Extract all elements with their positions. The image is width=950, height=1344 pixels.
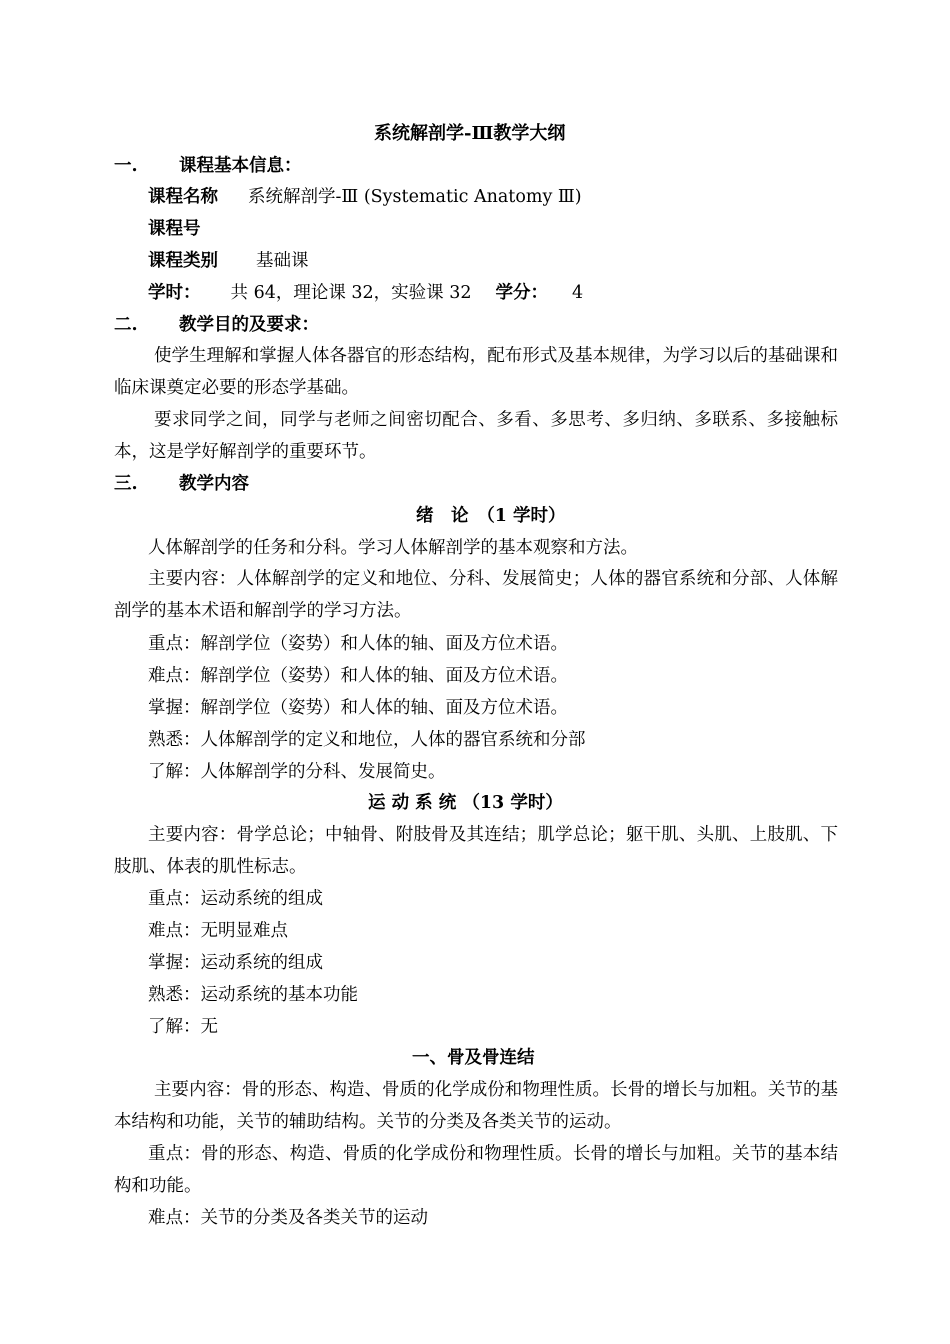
course-name-label: 课程名称 [148,187,218,207]
intro-main-content: 主要内容：人体解剖学的定义和地位、分科、发展简史；人体的器官系统和分部、人体解剖学的基本术语和解剖学的学习方法。 [114,569,838,621]
motor-understand-points: 了解：无 [148,1017,218,1037]
bone-joint-heading: 一、骨及骨连结 [412,1048,535,1068]
section-3-title: 教学内容 [179,474,249,494]
objective-paragraph: 使学生理解和掌握人体各器官的形态结构，配布形式及基本规律，为学习以后的基础课和临床课奠定必要的形态学基础。 [114,346,838,398]
intro-heading: 绪 论 （1 学时） [416,506,566,526]
course-hours-row [148,282,583,304]
intro-key-points: 重点：解剖学位（姿势）和人体的轴、面及方位术语。 [148,634,568,654]
course-name-row [148,186,582,208]
section-1-title: 课程基本信息： [179,156,302,176]
motor-master-points: 掌握：运动系统的组成 [148,953,323,973]
document-title: 系统解剖学-Ⅲ教学大纲 [374,123,566,144]
section-1-heading [114,155,302,177]
motor-main-content: 主要内容：骨学总论；中轴骨、附肢骨及其连结；肌学总论；躯干肌、头肌、上肢肌、下肢肌、体表的肌性标志。 [114,825,838,877]
section-3-number: 三. [114,474,138,494]
section-2-heading [114,314,319,336]
credits-value: 4 [572,283,584,303]
course-type-label: 课程类别 [148,251,218,271]
motor-key-points: 重点：运动系统的组成 [148,889,323,909]
motor-system-heading: 运 动 系 统 （13 学时） [368,793,563,813]
credits-label: 学分： [495,283,548,303]
hours-label: 学时： [148,283,201,303]
intro-difficult-points: 难点：解剖学位（姿势）和人体的轴、面及方位术语。 [148,666,568,686]
intro-familiar-points: 熟悉：人体解剖学的定义和地位，人体的器官系统和分部 [148,730,586,750]
bone-difficult-points: 难点：关节的分类及各类关节的运动 [148,1208,428,1228]
bone-key-points: 重点：骨的形态、构造、骨质的化学成份和物理性质。长骨的增长与加粗。关节的基本结构和功能。 [114,1144,838,1196]
section-1-number: 一. [114,156,138,176]
course-name-value: 系统解剖学-Ⅲ (Systematic Anatomy Ⅲ) [248,187,582,207]
motor-difficult-points: 难点：无明显难点 [148,921,288,941]
intro-understand-points: 了解：人体解剖学的分科、发展简史。 [148,762,446,782]
section-2-title: 教学目的及要求： [179,315,319,335]
requirement-paragraph: 要求同学之间，同学与老师之间密切配合、多看、多思考、多归纳、多联系、多接触标本，这是学好解剖学的重要环节。 [114,410,838,462]
section-3-heading [114,473,249,495]
course-type-value: 基础课 [256,251,309,271]
motor-familiar-points: 熟悉：运动系统的基本功能 [148,985,358,1005]
course-type-row [148,250,309,272]
hours-value: 共 64，理论课 32，实验课 32 [230,283,472,303]
section-2-number: 二. [114,315,138,335]
bone-main-content: 主要内容：骨的形态、构造、骨质的化学成份和物理性质。长骨的增长与加粗。关节的基本结构和功能，关节的辅助结构。关节的分类及各类关节的运动。 [114,1080,838,1132]
course-code-label: 课程号 [148,219,201,239]
intro-master-points: 掌握：解剖学位（姿势）和人体的轴、面及方位术语。 [148,698,568,718]
intro-summary: 人体解剖学的任务和分科。学习人体解剖学的基本观察和方法。 [148,538,638,558]
